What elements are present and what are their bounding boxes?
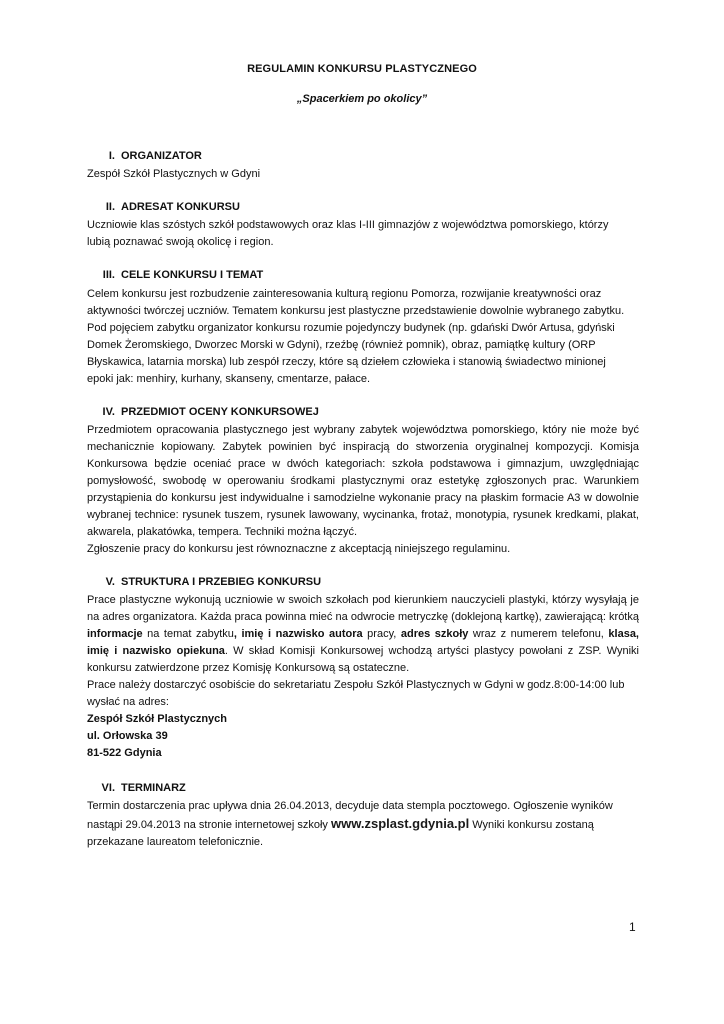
paragraph: Przedmiotem opracowania plastycznego jest wybrany zabytek województwa pomorskiego, który nie może być mechanicznie kopiowany. Zabytek powinien być inspiracją do stworzenia oryginalnej kompozycji. Komisja Konkursowa będzie oceniać prace w dwóch kategoriach: szkoła podstawowa i gimnazjum, uwzględniając pomysłowość, swobodę w operowaniu środkami plastycznymi oraz estetykę zgłoszonych prac. Warunkiem przystąpienia do konkursu jest indywidualne i samodzielne wykonanie pracy na płaskim formacie A3 w dowolnie wybranej technice: rysunek tuszem, rysunek lawowany, wycinanka, frotaż, monotypia, rysunek kredkami, plakat, akwarela, plakatówka, tempera. Techniki można łączyć. [87,424,639,538]
section-heading-adresat [97,201,240,213]
section-title: CELE KONKURSU I TEMAT [121,269,264,281]
text-run: Wyniki konkursu zostaną [469,819,594,831]
bold-run: , imię i nazwisko autora [233,628,363,640]
section-body-terminarz [87,798,639,851]
text-run: Prace plastyczne wykonują uczniowie w swoich szkołach pod kierunkiem nauczycieli plastyki, którzy wysyłają je na adres organizatora. Każda praca powinna mieć na odwrocie metryczkę (doklejoną kartkę), zawierającą: [87,594,639,623]
text-run: wraz z numerem telefonu, [468,628,604,640]
address-line: Zespół Szkół Plastycznych [87,713,227,725]
section-number: V. [105,576,115,588]
section-body-cele [87,286,639,388]
section-body-struktura [87,592,639,762]
text-line: Prace należy dostarczyć osobiście do sekretariatu Zespołu Szkół Plastycznych w Gdyni w godz.8:00-14:00 lub [87,679,625,691]
section-number: II. [105,201,115,213]
section-heading-terminarz [97,782,186,794]
text-line: Celem konkursu jest rozbudzenie zainteresowania kulturą regionu Pomorza, rozwijanie kreatywności oraz [87,288,602,300]
page-number: 1 [629,920,636,934]
section-title: STRUKTURA I PRZEBIEG KONKURSU [121,576,322,588]
section-number: III. [102,269,115,281]
text-line: Zespół Szkół Plastycznych w Gdyni [87,168,261,180]
document-subtitle: „Spacerkiem po okolicy” [296,93,428,105]
section-heading-struktura [97,576,321,588]
section-title: ORGANIZATOR [121,150,202,162]
section-heading-przedmiot [97,406,319,418]
paragraph-note: Zgłoszenie pracy do konkursu jest równoznaczne z akceptacją niniejszego regulaminu. [87,543,511,555]
section-number: VI. [101,782,115,794]
section-title: PRZEDMIOT OCENY KONKURSOWEJ [121,406,319,418]
section-title: ADRESAT KONKURSU [121,201,240,213]
section-heading-cele [97,269,263,281]
text-run: nastąpi 29.04.2013 na stronie internetowej szkoły [87,819,331,831]
address-line: 81-522 Gdynia [87,747,162,759]
text-line: Błyskawica, latarnia morska) lub zespół rzeczy, które są dziełem człowieka i stanowią świadectwo minionej [87,356,606,368]
text-line [87,815,639,834]
text-line: przekazane laureatom telefonicznie. [87,836,264,848]
section-number: IV. [102,406,115,418]
text-line: Domek Żeromskiego, Dworzec Morski w Gdyni), rzeźbę (również pomnik), obraz, pamiątkę kultury (ORP [87,339,596,351]
bold-run: klasa, imię i nazwisko opiekuna [87,628,639,657]
school-website-link[interactable]: www.zsplast.gdynia.pl [331,816,470,831]
text-line: aktywności twórczej uczniów. Tematem konkursu jest plastyczne przedstawienie dowolnie wybranego zabytku. [87,305,625,317]
text-line: Termin dostarczenia prac upływa dnia 26.04.2013, decyduje data stempla pocztowego. Ogłoszenie wyników [87,800,613,812]
address-line: ul. Orłowska 39 [87,730,168,742]
text-run: . W skład Komisji Konkursowej wchodzą artyści plastycy powołani z ZSP. Wyniki konkursu zatwierdzone przez Komisję Konkursową są ostateczne. [87,645,639,674]
text-line: epoki jak: menhiry, kurhany, skanseny, cmentarze, pałace. [87,373,371,385]
bold-run: informacje [87,628,143,640]
section-body-przedmiot [87,422,639,558]
section-number: I. [108,150,115,162]
section-heading-organizator [97,150,202,162]
text-line: Uczniowie klas szóstych szkół podstawowych oraz klas I-III gimnazjów z województwa pomorskiego, którzy [87,219,609,231]
text-run: na temat zabytku [142,628,234,640]
section-body-adresat [87,217,639,251]
document-title: REGULAMIN KONKURSU PLASTYCZNEGO [247,63,477,75]
bold-run: adres szkoły [400,628,469,640]
text-line: wysłać na adres: [87,696,169,708]
text-line: lubią poznawać swoją okolicę i region. [87,236,274,248]
text-line: Pod pojęciem zabytku organizator konkursu rozumie pojedynczy budynek (np. gdański Dwór Artusa, gdyński [87,322,615,334]
section-body-organizator [87,166,639,183]
text-run: pracy, [362,628,401,640]
section-title: TERMINARZ [121,782,186,794]
paragraph [87,592,639,677]
text-run: krótką [609,611,639,623]
